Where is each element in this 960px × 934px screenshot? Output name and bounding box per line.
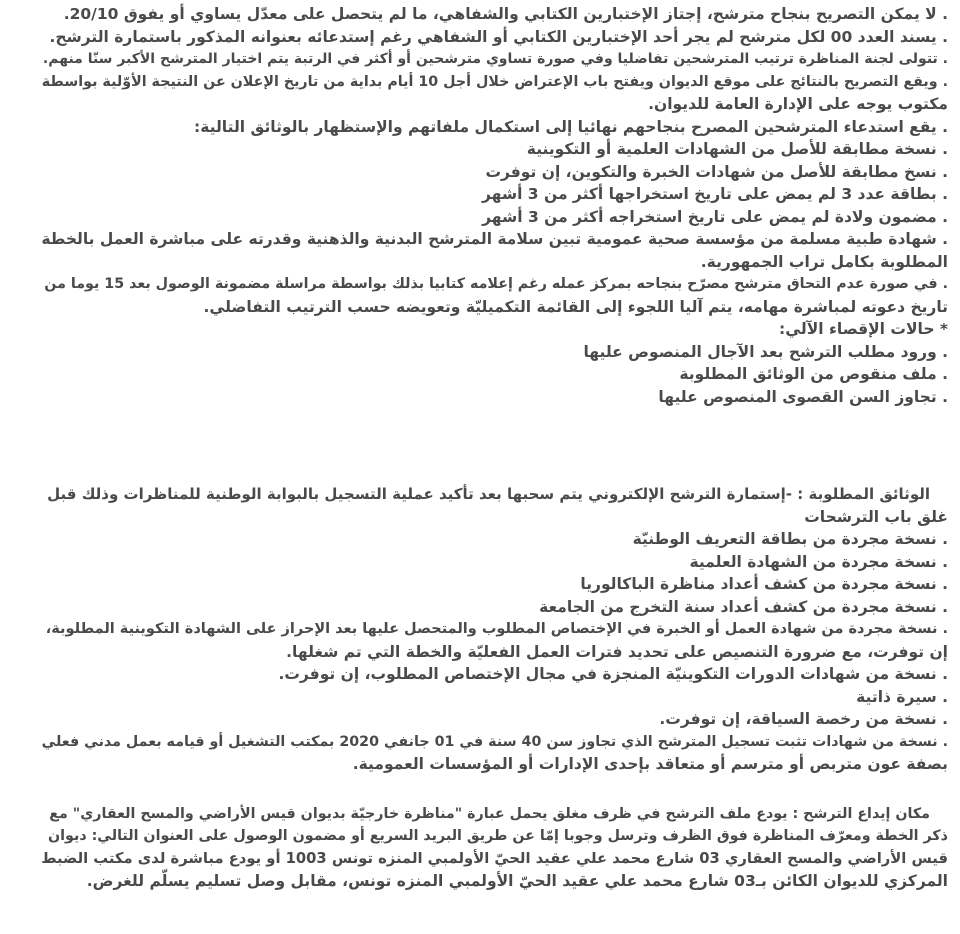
list-item: . نسخة من شهادات الدورات التكوينيّة المنجزة في مجال الإختصاص المطلوب، إن توفرت. [278, 665, 948, 683]
text-line: . تتولى لجنة المناظرة ترتيب المترشحين تفاضليا وفي صورة تساوي مترشحين أو أكثر في الرتبة يتم اختيار المترشح الأكبر سنّا منهم. [42, 51, 948, 67]
list-item: . ملف منقوص من الوثائق المطلوبة [679, 365, 948, 383]
list-item: . نسخ مطابقة للأصل من شهادات الخبرة والتكوين، إن توفرت [485, 162, 948, 181]
submission-heading: مكان إيداع الترشح : يودع ملف الترشح في ظرف مغلق يحمل عبارة "مناظرة خارجيّة بديوان قيس الأراضي والمسح العقاري" مع [49, 805, 930, 822]
required-documents-section [40, 483, 948, 776]
list-item: . نسخة مجردة من كشف أعداد مناظرة الباكالوريا [580, 575, 948, 593]
text-line: مكتوب يوجه على الإدارة العامة للديوان. [648, 95, 948, 113]
text-line: . ويقع التصريح بالنتائج على موقع الديوان ويفتح باب الإعتراض خلال أجل 10 أيام بداية من تاريخ الإعلان عن النتيجة الأوّلية بواسطة [41, 73, 948, 90]
submission-place-section [40, 803, 948, 893]
list-item: . نسخة مجردة من بطاقة التعريف الوطنيّة [632, 530, 948, 548]
list-item: المطلوبة بكامل تراب الجمهورية. [700, 252, 948, 271]
list-item: . نسخة مجردة من الشهادة العلمية [689, 552, 948, 571]
text-line: . يقع استدعاء المترشحين المصرح بنجاحهم نهائيا إلى استكمال ملفاتهم والإستظهار بالوثائق التالية: [194, 117, 948, 136]
list-item: . بطاقة عدد 3 لم يمض على تاريخ استخراجها أكثر من 3 أشهر [481, 185, 948, 203]
list-item: إن توفرت، مع ضرورة التنصيص على تحديد فترات العمل الفعليّة والخطة التي تم شغلها. [286, 642, 948, 661]
list-item: . نسخة مجردة من كشف أعداد سنة التخرج من الجامعة [539, 597, 948, 616]
text-line: ذكر الخطة ومعرّف المناظرة فوق الظرف وترسل وجوبا إمّا عن طريق البريد السريع أو مضمون الوصول على العنوان التالي: ديوان [48, 828, 948, 844]
list-item: . نسخة مطابقة للأصل من الشهادات العلمية أو التكوينية [526, 140, 948, 158]
list-item: . نسخة من شهادات تثبت تسجيل المترشح الذي تجاوز سن 40 سنة في 01 جانفي 2020 بمكتب التشغيل أو قيامه بعمل مدني فعلي [41, 733, 948, 750]
text-line: . في صورة عدم التحاق مترشح مصرّح بنجاحه بمركز عمله رغم إعلامه كتابيا بذلك بواسطة مراسلة مضمونة الوصول بعد 15 يوما من [44, 276, 948, 292]
text-line: غلق باب الترشحات [804, 507, 948, 526]
text-line: المركزي للديوان الكائن بـ03 شارع محمد علي عقيد الحيّ الأولمبي المنزه تونس، مقابل وصل تسليم يسلّم للغرض. [86, 872, 948, 890]
list-item: . نسخة من رخصة السياقة، إن توفرت. [659, 710, 948, 728]
list-item: . نسخة مجردة من شهادة العمل أو الخبرة في الإختصاص المطلوب والمتحصل عليها بعد الإحراز على الشهادة التكوينية المطلوبة، [45, 621, 948, 637]
text-line: . لا يمكن التصريح بنجاح مترشح، إجتاز الإختبارين الكتابي والشفاهي، ما لم يتحصل على معدّل يساوي أو يفوق 20/10. [63, 5, 948, 23]
list-item: . سيرة ذاتية [856, 687, 948, 706]
list-item: . ورود مطلب الترشح بعد الآجال المنصوص عليها [583, 342, 948, 361]
exclusion-heading: * حالات الإقصاء الآلي: [779, 320, 948, 338]
list-item: . تجاوز السن القصوى المنصوص عليها [658, 387, 948, 406]
text-line: . يسند العدد 00 لكل مترشح لم يجر أحد الإختبارين الكتابي أو الشفاهي رغم إستدعائه بعنوانه المذكور باستمارة الترشح. [49, 27, 948, 46]
list-item: . مضمون ولادة لم يمض على تاريخ استخراجه أكثر من 3 أشهر [482, 207, 948, 226]
text-line: قيس الأراضي والمسح العقاري 03 شارع محمد علي عقيد الحيّ الأولمبي المنزه تونس 1003 أو يودع مباشرة لدى مكتب الضبط [41, 849, 948, 867]
results-and-documents-section [40, 0, 948, 408]
list-item: بصفة عون متربص أو مترسم أو متعاقد بإحدى الإدارات أو المؤسسات العمومية. [352, 755, 948, 773]
required-documents-heading: الوثائق المطلوبة : -إستمارة الترشح الإلكتروني يتم سحبها بعد تأكيد عملية التسجيل بالبوابة الوطنية للمناظرات وذلك قبل [47, 485, 930, 503]
list-item: . شهادة طبية مسلمة من مؤسسة صحية عمومية تبين سلامة المترشح البدنية والذهنية وقدرته على مباشرة العمل بالخطة [41, 230, 948, 248]
text-line: تاريخ دعوته لمباشرة مهامه، يتم آليا اللجوء إلى القائمة التكميليّة وتعويضه حسب الترتيب التفاضلي. [203, 297, 948, 316]
